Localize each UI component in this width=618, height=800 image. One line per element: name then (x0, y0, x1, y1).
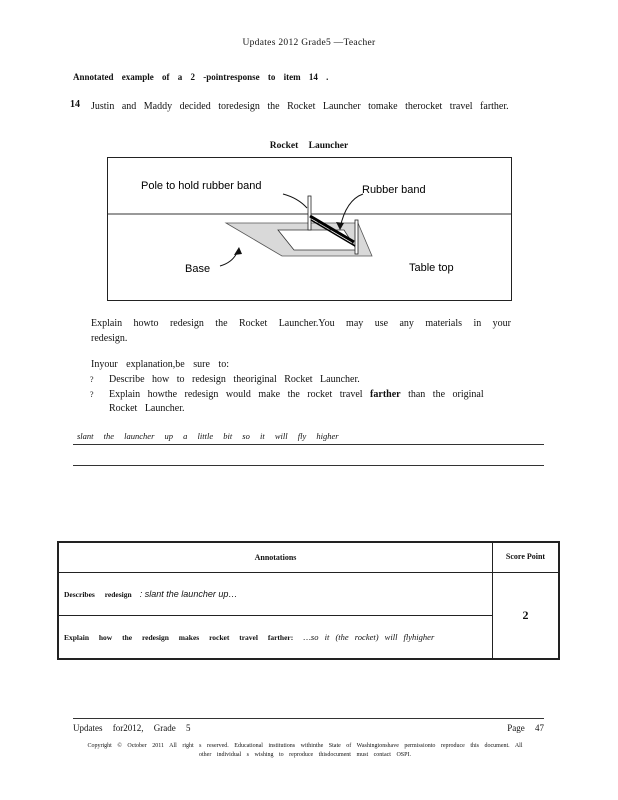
requirement-list (91, 373, 511, 417)
question-text: Justin and Maddy decided toredesign the Rocket Launcher tomake therocket travel farther. (91, 101, 509, 112)
footer-rule (73, 718, 544, 719)
annotation-row-explain: Explain how the redesign makes rocket travel farther: …so it (the rocket) will flyhigher (58, 616, 493, 659)
question-number: 14 (70, 99, 80, 110)
annotations-table (57, 541, 560, 660)
rocket-launcher-figure (107, 157, 512, 301)
annotated-example-heading: Annotated example of a 2 -pointresponse to item 14 . (73, 72, 329, 82)
list-item: ? Describe how to redesign theoriginal Rocket Launcher. (90, 374, 360, 385)
page-number: Page 47 (507, 723, 544, 733)
explain-prompt: Explain howto redesign the Rocket Launcher.You may use any materials in your redesign. (91, 318, 511, 344)
score-value: 2 (493, 572, 560, 659)
response-line-2 (73, 465, 544, 466)
label-pole: Pole to hold rubber band (141, 180, 262, 192)
footer-left: Updates for2012, Grade 5 (73, 723, 191, 733)
label-base: Base (185, 263, 211, 275)
base-label-leader (220, 250, 238, 266)
be-sure-prompt: Inyour explanation,be sure to: (91, 359, 229, 370)
label-table-top: Table top (409, 262, 454, 274)
score-point-header: Score Point (493, 542, 560, 572)
rocket-launcher-diagram (108, 158, 511, 300)
copyright-notice: Copyright © October 2011 All right s reserved. Educational institutions withinthe State of Washingtonshave permissionto reproduce this document. All other individual s wishing to reproduce thisdocument must contact OSPI. (87, 743, 523, 758)
pole-right (355, 220, 358, 254)
response-line-1 (73, 444, 544, 445)
page-header: Updates 2012 Grade5 —Teacher (242, 38, 376, 48)
list-item: ? Explain howthe redesign would make the rocket travel farther than the original Rocket Launcher. (90, 388, 484, 414)
student-response: slant the launcher up a little bit so it will fly higher (77, 431, 339, 441)
annotation-row-describe: Describes redesign : slant the launcher up… (58, 572, 493, 615)
footer (73, 723, 544, 733)
pole-label-leader (283, 194, 307, 208)
annotations-header: Annotations (58, 542, 493, 572)
base-arrowhead (234, 247, 242, 255)
pole-left (308, 196, 311, 230)
label-rubber-band: Rubber band (362, 184, 426, 196)
figure-title: Rocket Launcher (269, 141, 349, 151)
